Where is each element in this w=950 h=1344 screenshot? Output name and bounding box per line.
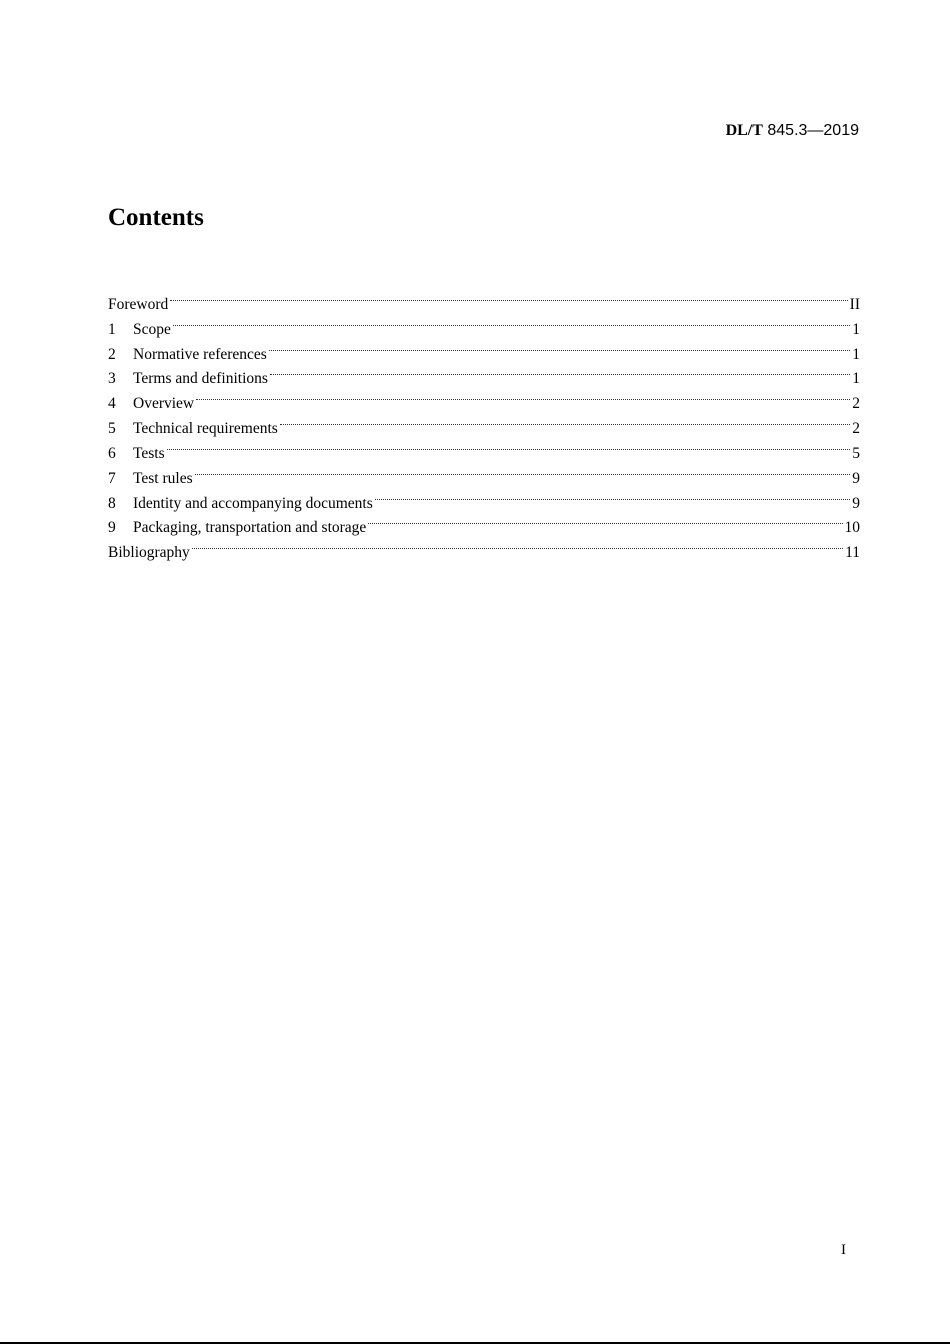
toc-entry-number: 7	[108, 469, 116, 487]
toc-entry-page: 5	[852, 444, 860, 462]
toc-entry-number: 4	[108, 395, 116, 413]
toc-entry-number: 2	[108, 345, 116, 363]
toc-entry-page: 9	[852, 494, 860, 512]
toc-entry-title: Tests	[133, 444, 165, 462]
toc-entry-page: 10	[844, 519, 860, 537]
toc-dot-leader	[196, 383, 850, 408]
toc-dot-leader	[368, 508, 842, 533]
toc-entry-page: 1	[852, 370, 860, 388]
toc-dot-leader	[375, 483, 850, 508]
toc-entry-number: 9	[108, 519, 116, 537]
toc-entry-title: Overview	[133, 395, 195, 413]
toc-entry-tests[interactable]	[108, 433, 860, 462]
toc-entry-technical-requirements[interactable]	[108, 408, 860, 438]
toc-dot-leader	[173, 309, 850, 334]
toc-entry-test-rules[interactable]	[108, 458, 860, 487]
toc-entry-title: Scope	[133, 320, 171, 338]
toc-entry-scope[interactable]	[108, 309, 860, 338]
toc-entry-title: Normative references	[133, 345, 267, 363]
toc-entry-normative-references[interactable]	[108, 334, 860, 363]
doc-id-prefix: DL/T	[725, 122, 763, 139]
toc-dot-leader	[270, 359, 850, 384]
toc-entry-number: 3	[108, 370, 116, 388]
toc-entry-title: Terms and definitions	[133, 370, 268, 388]
toc-entry-page: 9	[852, 469, 860, 487]
toc-entry-title: Bibliography	[108, 544, 190, 562]
toc-dot-leader	[192, 532, 843, 557]
toc-entry-title: Identity and accompanying documents	[133, 494, 373, 512]
toc-entry-page: 2	[852, 420, 860, 438]
toc-entry-page: 1	[852, 320, 860, 338]
toc-entry-identity-and-accompanying-documents[interactable]	[108, 483, 860, 512]
toc-entry-title: Foreword	[108, 295, 169, 313]
toc-entry-number: 5	[108, 420, 116, 438]
toc-entry-number: 6	[108, 444, 116, 462]
toc-entry-number: 8	[108, 494, 116, 512]
toc-entry-page: II	[849, 295, 860, 313]
toc-entry-overview[interactable]	[108, 383, 860, 413]
toc-entry-page: 11	[845, 544, 860, 562]
toc-entry-title: Test rules	[133, 469, 193, 487]
doc-id-number: 845.3—2019	[762, 122, 859, 139]
toc-entry-bibliography[interactable]	[108, 532, 860, 562]
page-title: Contents	[108, 204, 204, 231]
toc-entry-page: 2	[852, 395, 860, 413]
toc-entry-title: Packaging, transportation and storage	[133, 519, 367, 537]
toc-entry-foreword[interactable]	[108, 284, 860, 313]
toc-entry-page: 1	[852, 345, 860, 363]
toc-dot-leader	[170, 284, 847, 309]
toc-dot-leader	[195, 458, 851, 483]
toc-dot-leader	[167, 433, 851, 458]
toc-dot-leader	[280, 408, 850, 433]
document-identifier	[726, 122, 859, 140]
toc-entry-number: 1	[108, 320, 116, 338]
toc-entry-title: Technical requirements	[133, 420, 278, 438]
toc-dot-leader	[269, 334, 850, 359]
page-number: I	[841, 1242, 846, 1258]
table-of-contents	[108, 284, 860, 562]
